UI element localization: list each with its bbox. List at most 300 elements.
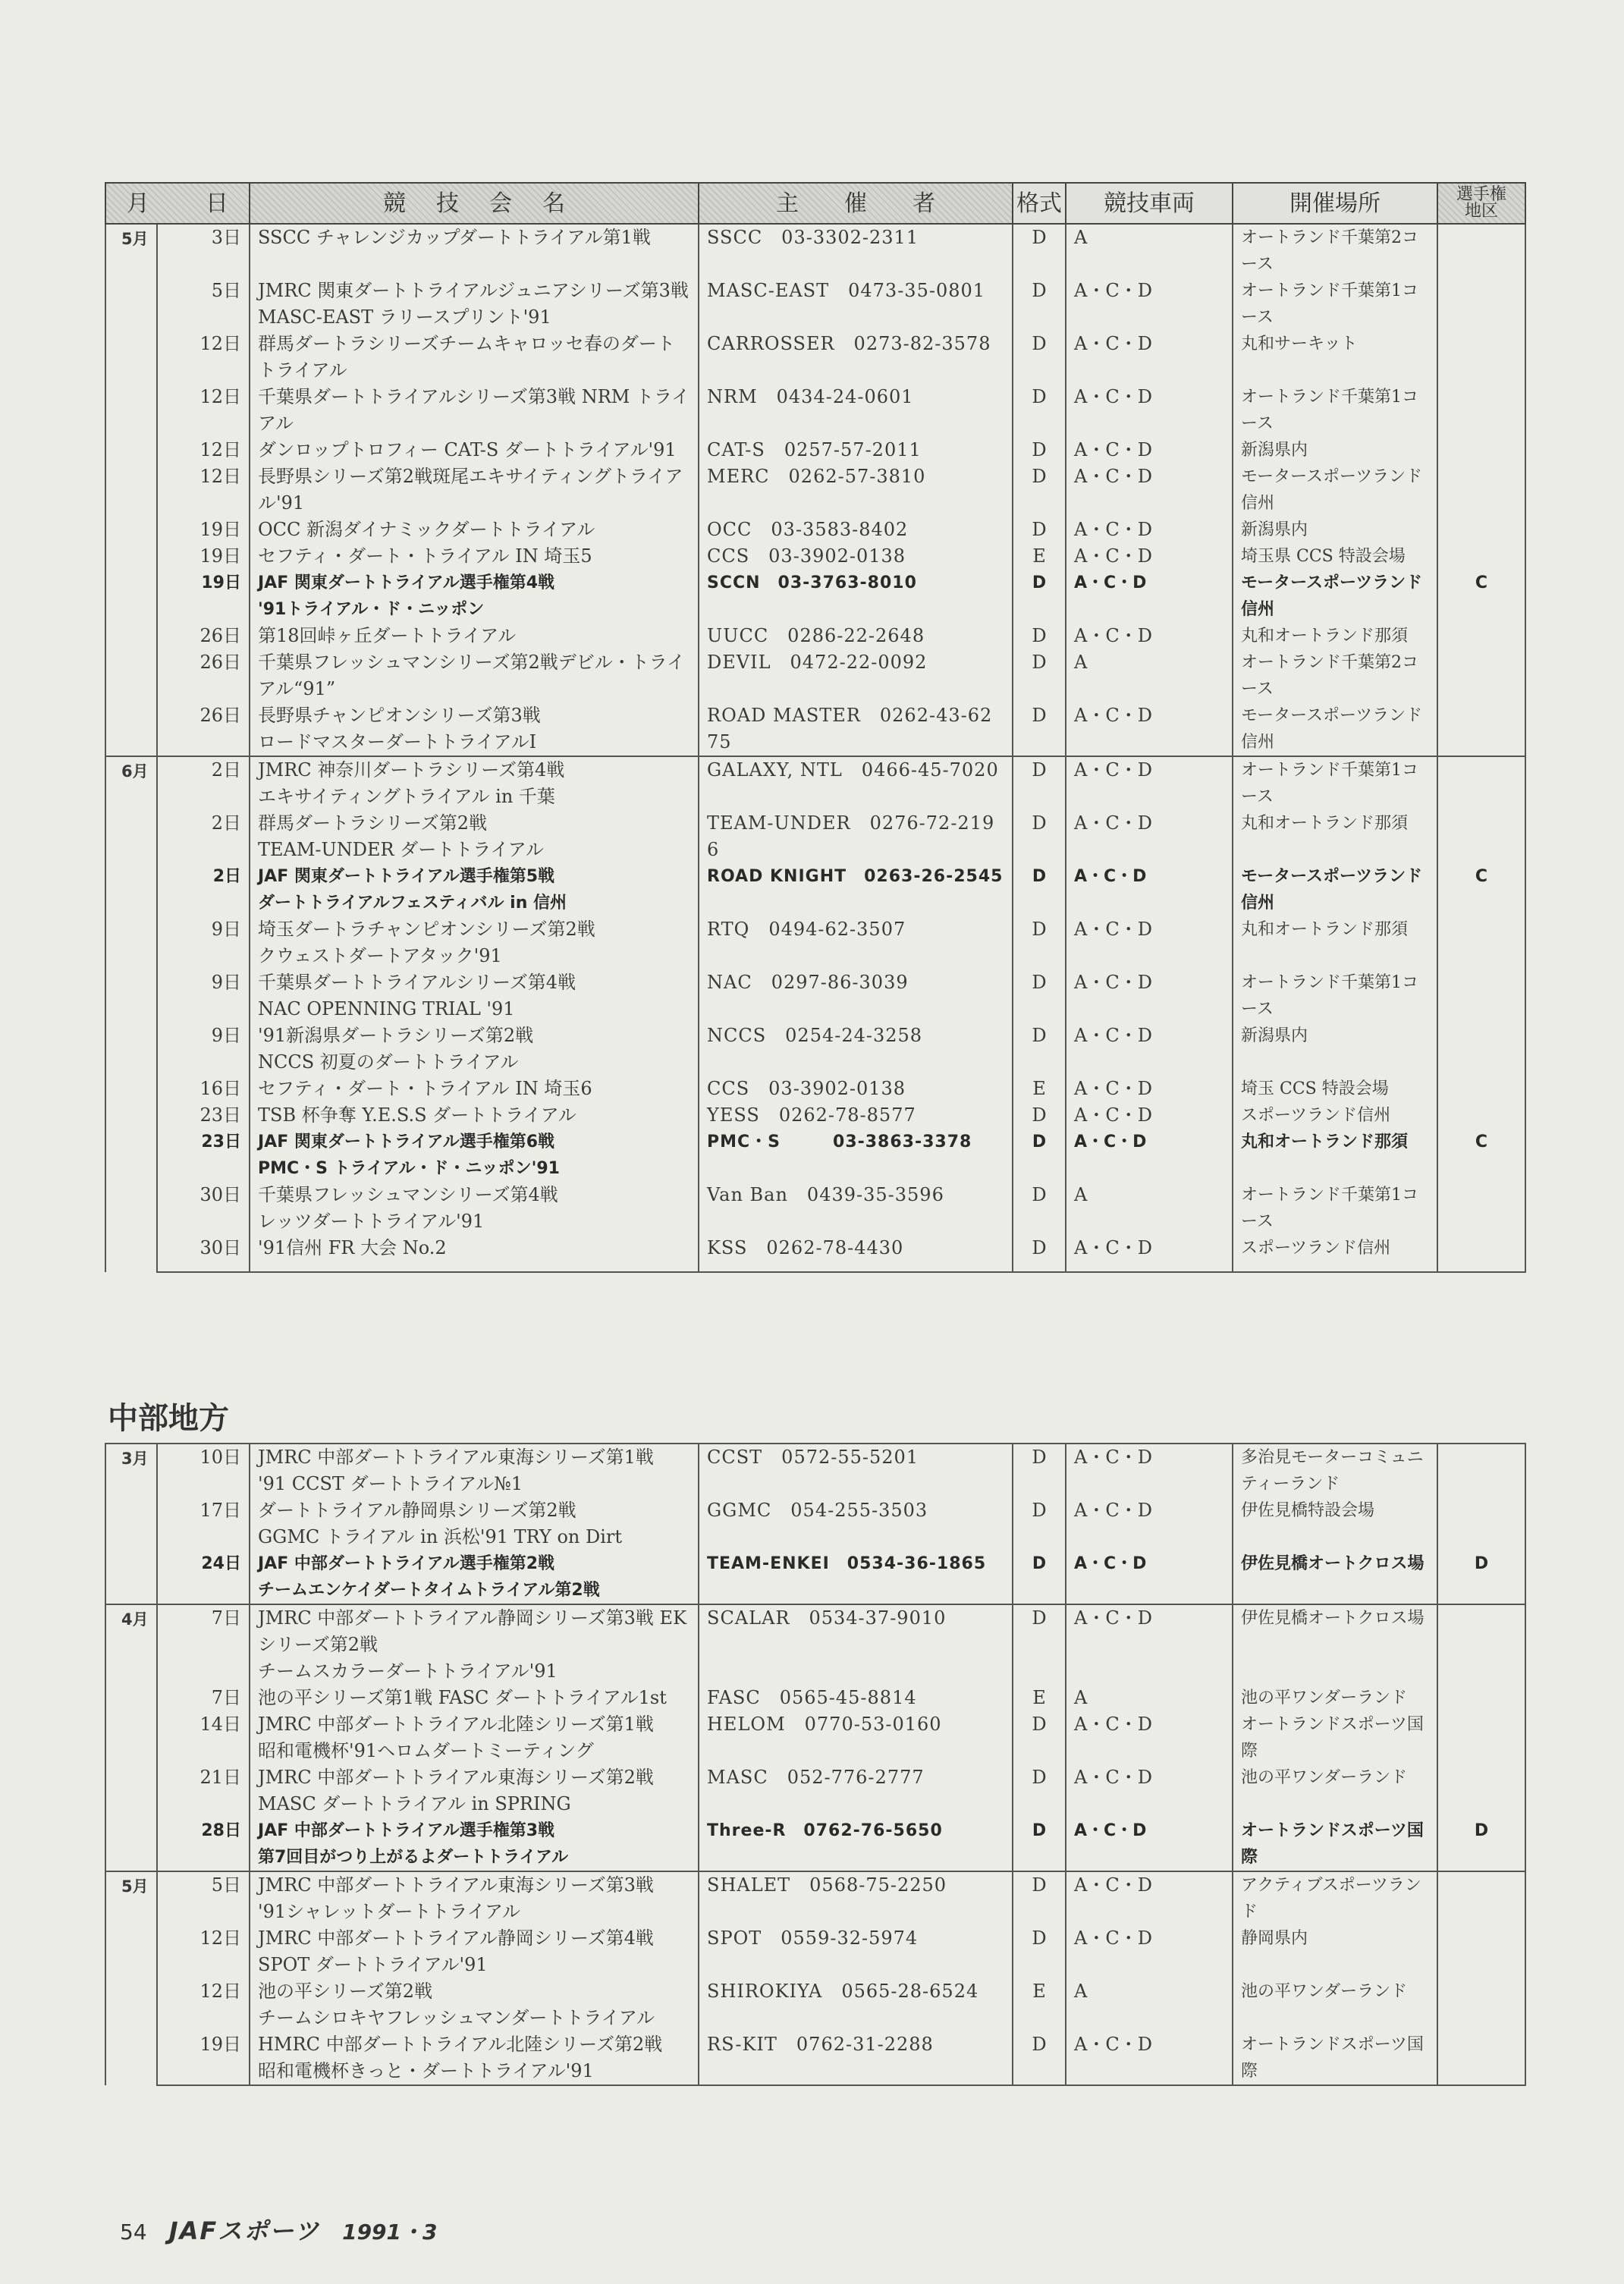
event-name-cell: 千葉県ダートトライアルシリーズ第3戦 NRM トライアル xyxy=(250,384,699,437)
venue-cell: 伊佐見橋特設会場 xyxy=(1233,1497,1437,1550)
organizer-cell: TEAM-UNDER 0276-72-2196 xyxy=(699,810,1013,863)
organizer-cell: TEAM-ENKEI 0534-36-1865 xyxy=(699,1550,1013,1604)
header-organizer: 主催者 xyxy=(699,183,1013,224)
day-cell: 9日 xyxy=(157,916,250,969)
event-name-cell: '91新潟県ダートラシリーズ第2戦 NCCS 初夏のダートトライアル xyxy=(250,1023,699,1076)
day-cell: 16日 xyxy=(157,1076,250,1102)
event-name-cell: 池の平シリーズ第2戦 チームシロキヤフレッシュマンダートトライアル xyxy=(250,1978,699,2031)
table-row xyxy=(105,1497,1525,1550)
month-cell: 6月 xyxy=(105,756,157,1272)
cars-cell: A・C・D xyxy=(1066,1817,1233,1871)
cars-cell: A・C・D xyxy=(1066,1023,1233,1076)
header-event: 競技会名 xyxy=(250,183,699,224)
venue-cell: 池の平ワンダーランド xyxy=(1233,1978,1437,2031)
header-format: 格式 xyxy=(1013,183,1066,224)
event-name-cell: JMRC 中部ダートトライアル静岡シリーズ第4戦 SPOT ダートトライアル'91 xyxy=(250,1925,699,1978)
region-cell xyxy=(1437,1444,1525,1497)
day-cell: 26日 xyxy=(157,649,250,702)
format-cell: D xyxy=(1013,1129,1066,1182)
organizer-cell: Three-R 0762-76-5650 xyxy=(699,1817,1013,1871)
format-cell: D xyxy=(1013,623,1066,649)
format-cell: D xyxy=(1013,463,1066,517)
event-name-cell: JAF 関東ダートトライアル選手権第4戦 '91トライアル・ド・ニッポン xyxy=(250,570,699,623)
table-row xyxy=(105,570,1525,623)
event-name-cell: JMRC 中部ダートトライアル東海シリーズ第2戦 MASC ダートトライアル in SPRING xyxy=(250,1764,699,1817)
day-cell: 26日 xyxy=(157,702,250,756)
organizer-cell: YESS 0262-78-8577 xyxy=(699,1102,1013,1129)
day-cell: 24日 xyxy=(157,1550,250,1604)
table-body-chubu xyxy=(105,1444,1525,2085)
region-cell: C xyxy=(1437,863,1525,916)
organizer-cell: ROAD KNIGHT 0263-26-2545 xyxy=(699,863,1013,916)
region-cell xyxy=(1437,1235,1525,1272)
venue-cell: オートランド千葉第2コース xyxy=(1233,649,1437,702)
organizer-cell: NAC 0297-86-3039 xyxy=(699,969,1013,1023)
event-name-cell: 第18回峠ヶ丘ダートトライアル xyxy=(250,623,699,649)
table-row xyxy=(105,1235,1525,1272)
page-footer xyxy=(120,2212,438,2247)
event-name-cell: TSB 杯争奪 Y.E.S.S ダートトライアル xyxy=(250,1102,699,1129)
table-row xyxy=(105,756,1525,810)
event-name-cell: JAF 中部ダートトライアル選手権第2戦 チームエンケイダートタイムトライアル第2戦 xyxy=(250,1550,699,1604)
header-venue: 開催場所 xyxy=(1233,183,1437,224)
region-cell xyxy=(1437,1497,1525,1550)
region-cell xyxy=(1437,1685,1525,1711)
format-cell: D xyxy=(1013,1871,1066,1925)
format-cell: D xyxy=(1013,1102,1066,1129)
organizer-cell: DEVIL 0472-22-0092 xyxy=(699,649,1013,702)
format-cell: D xyxy=(1013,517,1066,543)
venue-cell: モータースポーツランド信州 xyxy=(1233,702,1437,756)
event-name-cell: JMRC 中部ダートトライアル東海シリーズ第3戦 '91シャレットダートトライアル xyxy=(250,1871,699,1925)
region-cell xyxy=(1437,1023,1525,1076)
region-cell xyxy=(1437,278,1525,331)
day-cell: 19日 xyxy=(157,517,250,543)
table-row xyxy=(105,384,1525,437)
organizer-cell: SHIROKIYA 0565-28-6524 xyxy=(699,1978,1013,2031)
region-cell xyxy=(1437,1604,1525,1685)
format-cell: E xyxy=(1013,1685,1066,1711)
table-row xyxy=(105,1978,1525,2031)
month-cell: 3月 xyxy=(105,1444,157,1604)
table-row xyxy=(105,1871,1525,1925)
region-cell xyxy=(1437,969,1525,1023)
day-cell: 23日 xyxy=(157,1102,250,1129)
format-cell: D xyxy=(1013,331,1066,384)
event-name-cell: 群馬ダートラシリーズ第2戦 TEAM-UNDER ダートトライアル xyxy=(250,810,699,863)
table-row xyxy=(105,810,1525,863)
table-row xyxy=(105,649,1525,702)
day-cell: 12日 xyxy=(157,1978,250,2031)
venue-cell: 新潟県内 xyxy=(1233,1023,1437,1076)
event-name-cell: セフティ・ダート・トライアル IN 埼玉5 xyxy=(250,543,699,570)
organizer-cell: PMC・S 03-3863-3378 xyxy=(699,1129,1013,1182)
format-cell: D xyxy=(1013,1604,1066,1685)
format-cell: D xyxy=(1013,863,1066,916)
organizer-cell: UUCC 0286-22-2648 xyxy=(699,623,1013,649)
venue-cell: オートランド千葉第1コース xyxy=(1233,278,1437,331)
day-cell: 30日 xyxy=(157,1182,250,1235)
event-name-cell: JAF 中部ダートトライアル選手権第3戦 第7回目がつり上がるよダートトライアル xyxy=(250,1817,699,1871)
region-cell xyxy=(1437,623,1525,649)
day-cell: 5日 xyxy=(157,1871,250,1925)
schedule-table-chubu xyxy=(105,1443,1526,2086)
cars-cell: A・C・D xyxy=(1066,543,1233,570)
cars-cell: A・C・D xyxy=(1066,1925,1233,1978)
venue-cell: 丸和オートランド那須 xyxy=(1233,623,1437,649)
table-row xyxy=(105,437,1525,463)
region-cell xyxy=(1437,224,1525,278)
day-cell: 12日 xyxy=(157,437,250,463)
cars-cell: A・C・D xyxy=(1066,916,1233,969)
organizer-cell: CAT-S 0257-57-2011 xyxy=(699,437,1013,463)
region-cell xyxy=(1437,437,1525,463)
region-cell xyxy=(1437,543,1525,570)
day-cell: 7日 xyxy=(157,1685,250,1711)
day-cell: 12日 xyxy=(157,463,250,517)
header-cars: 競技車両 xyxy=(1066,183,1233,224)
event-name-cell: OCC 新潟ダイナミックダートトライアル xyxy=(250,517,699,543)
day-cell: 9日 xyxy=(157,1023,250,1076)
day-cell: 3日 xyxy=(157,224,250,278)
format-cell: D xyxy=(1013,437,1066,463)
venue-cell: オートランド千葉第1コース xyxy=(1233,384,1437,437)
format-cell: D xyxy=(1013,278,1066,331)
venue-cell: 静岡県内 xyxy=(1233,1925,1437,1978)
organizer-cell: RS-KIT 0762-31-2288 xyxy=(699,2031,1013,2085)
venue-cell: オートランド千葉第1コース xyxy=(1233,1182,1437,1235)
organizer-cell: MASC 052-776-2777 xyxy=(699,1764,1013,1817)
organizer-cell: CARROSSER 0273-82-3578 xyxy=(699,331,1013,384)
day-cell: 28日 xyxy=(157,1817,250,1871)
cars-cell: A・C・D xyxy=(1066,463,1233,517)
format-cell: D xyxy=(1013,1497,1066,1550)
table-row xyxy=(105,2031,1525,2085)
event-name-cell: SSCC チャレンジカップダートトライアル第1戦 xyxy=(250,224,699,278)
table-row xyxy=(105,224,1525,278)
table-row xyxy=(105,916,1525,969)
venue-cell: 埼玉 CCS 特設会場 xyxy=(1233,1076,1437,1102)
venue-cell: オートランド千葉第1コース xyxy=(1233,969,1437,1023)
region-cell xyxy=(1437,384,1525,437)
page-number: 54 xyxy=(120,2220,147,2245)
table-row xyxy=(105,463,1525,517)
region-cell: C xyxy=(1437,1129,1525,1182)
format-cell: D xyxy=(1013,756,1066,810)
format-cell: E xyxy=(1013,1076,1066,1102)
table-row xyxy=(105,1604,1525,1685)
day-cell: 19日 xyxy=(157,2031,250,2085)
region-cell xyxy=(1437,756,1525,810)
event-name-cell: JAF 関東ダートトライアル選手権第6戦 PMC・S トライアル・ド・ニッポン'91 xyxy=(250,1129,699,1182)
format-cell: D xyxy=(1013,916,1066,969)
format-cell: D xyxy=(1013,2031,1066,2085)
format-cell: D xyxy=(1013,384,1066,437)
table-row xyxy=(105,278,1525,331)
cars-cell: A・C・D xyxy=(1066,1604,1233,1685)
organizer-cell: NCCS 0254-24-3258 xyxy=(699,1023,1013,1076)
venue-cell: 池の平ワンダーランド xyxy=(1233,1685,1437,1711)
cars-cell: A xyxy=(1066,1182,1233,1235)
venue-cell: 池の平ワンダーランド xyxy=(1233,1764,1437,1817)
table-row xyxy=(105,969,1525,1023)
event-name-cell: JMRC 中部ダートトライアル静岡シリーズ第3戦 EK シリーズ第2戦 チームスカラーダートトライアル'91 xyxy=(250,1604,699,1685)
format-cell: D xyxy=(1013,224,1066,278)
organizer-cell: RTQ 0494-62-3507 xyxy=(699,916,1013,969)
cars-cell: A xyxy=(1066,1685,1233,1711)
organizer-cell: MASC-EAST 0473-35-0801 xyxy=(699,278,1013,331)
venue-cell: 丸和サーキット xyxy=(1233,331,1437,384)
table-body-kanto xyxy=(105,224,1525,1272)
region-cell xyxy=(1437,1711,1525,1764)
format-cell: E xyxy=(1013,543,1066,570)
organizer-cell: GALAXY, NTL 0466-45-7020 xyxy=(699,756,1013,810)
event-name-cell: JAF 関東ダートトライアル選手権第5戦 ダートトライアルフェスティバル in 信州 xyxy=(250,863,699,916)
organizer-cell: OCC 03-3583-8402 xyxy=(699,517,1013,543)
day-cell: 12日 xyxy=(157,331,250,384)
cars-cell: A・C・D xyxy=(1066,1129,1233,1182)
venue-cell: モータースポーツランド信州 xyxy=(1233,463,1437,517)
cars-cell: A・C・D xyxy=(1066,517,1233,543)
organizer-cell: GGMC 054-255-3503 xyxy=(699,1497,1013,1550)
region-cell xyxy=(1437,1978,1525,2031)
day-cell: 2日 xyxy=(157,756,250,810)
event-name-cell: 埼玉ダートラチャンピオンシリーズ第2戦 クウェストダートアタック'91 xyxy=(250,916,699,969)
region-cell xyxy=(1437,517,1525,543)
format-cell: D xyxy=(1013,969,1066,1023)
organizer-cell: KSS 0262-78-4430 xyxy=(699,1235,1013,1272)
event-name-cell: '91信州 FR 大会 No.2 xyxy=(250,1235,699,1272)
venue-cell: 丸和オートランド那須 xyxy=(1233,810,1437,863)
day-cell: 10日 xyxy=(157,1444,250,1497)
cars-cell: A xyxy=(1066,1978,1233,2031)
venue-cell: オートランド千葉第1コース xyxy=(1233,756,1437,810)
magazine-logo: JAFスポーツ xyxy=(168,2216,320,2245)
format-cell: D xyxy=(1013,1182,1066,1235)
table-row xyxy=(105,1764,1525,1817)
day-cell: 9日 xyxy=(157,969,250,1023)
issue-date: 1991・3 xyxy=(342,2220,438,2245)
venue-cell: オートランド千葉第2コース xyxy=(1233,224,1437,278)
cars-cell: A・C・D xyxy=(1066,2031,1233,2085)
organizer-cell: CCS 03-3902-0138 xyxy=(699,1076,1013,1102)
format-cell: D xyxy=(1013,1235,1066,1272)
venue-cell: オートランドスポーツ国際 xyxy=(1233,2031,1437,2085)
event-name-cell: ダンロップトロフィー CAT-S ダートトライアル'91 xyxy=(250,437,699,463)
table-row xyxy=(105,543,1525,570)
organizer-cell: SPOT 0559-32-5974 xyxy=(699,1925,1013,1978)
cars-cell: A・C・D xyxy=(1066,756,1233,810)
header-region: 選手権 地区 xyxy=(1437,183,1525,224)
event-name-cell: 千葉県フレッシュマンシリーズ第4戦 レッツダートトライアル'91 xyxy=(250,1182,699,1235)
region-cell xyxy=(1437,463,1525,517)
table-row xyxy=(105,623,1525,649)
organizer-cell: SHALET 0568-75-2250 xyxy=(699,1871,1013,1925)
region-cell: C xyxy=(1437,570,1525,623)
day-cell: 14日 xyxy=(157,1711,250,1764)
venue-cell: オートランドスポーツ国際 xyxy=(1233,1817,1437,1871)
venue-cell: モータースポーツランド信州 xyxy=(1233,570,1437,623)
organizer-cell: FASC 0565-45-8814 xyxy=(699,1685,1013,1711)
cars-cell: A・C・D xyxy=(1066,384,1233,437)
organizer-cell: CCS 03-3902-0138 xyxy=(699,543,1013,570)
event-name-cell: 長野県シリーズ第2戦斑尾エキサイティングトライアル'91 xyxy=(250,463,699,517)
table-header-row xyxy=(105,183,1525,224)
region-cell xyxy=(1437,702,1525,756)
header-date: 月 日 xyxy=(105,183,250,224)
event-name-cell: HMRC 中部ダートトライアル北陸シリーズ第2戦 昭和電機杯きっと・ダートトライアル'91 xyxy=(250,2031,699,2085)
format-cell: D xyxy=(1013,649,1066,702)
month-cell: 5月 xyxy=(105,224,157,756)
schedule-table-kanto xyxy=(105,182,1526,1273)
cars-cell: A・C・D xyxy=(1066,969,1233,1023)
table-row xyxy=(105,1102,1525,1129)
region-cell xyxy=(1437,649,1525,702)
region-cell xyxy=(1437,1076,1525,1102)
event-name-cell: 千葉県ダートトライアルシリーズ第4戦 NAC OPENNING TRIAL '91 xyxy=(250,969,699,1023)
format-cell: D xyxy=(1013,1925,1066,1978)
day-cell: 23日 xyxy=(157,1129,250,1182)
format-cell: D xyxy=(1013,570,1066,623)
cars-cell: A・C・D xyxy=(1066,1550,1233,1604)
cars-cell: A xyxy=(1066,649,1233,702)
region-cell xyxy=(1437,1925,1525,1978)
venue-cell: 丸和オートランド那須 xyxy=(1233,916,1437,969)
day-cell: 12日 xyxy=(157,1925,250,1978)
region-cell: D xyxy=(1437,1550,1525,1604)
table-row xyxy=(105,1817,1525,1871)
cars-cell: A・C・D xyxy=(1066,810,1233,863)
region-cell xyxy=(1437,916,1525,969)
venue-cell: 伊佐見橋オートクロス場 xyxy=(1233,1550,1437,1604)
day-cell: 7日 xyxy=(157,1604,250,1685)
day-cell: 26日 xyxy=(157,623,250,649)
table-row xyxy=(105,702,1525,756)
event-name-cell: 群馬ダートラシリーズチームキャロッセ春のダートトライアル xyxy=(250,331,699,384)
table-row xyxy=(105,331,1525,384)
venue-cell: オートランドスポーツ国際 xyxy=(1233,1711,1437,1764)
organizer-cell: ROAD MASTER 0262-43-6275 xyxy=(699,702,1013,756)
table-row xyxy=(105,1925,1525,1978)
event-name-cell: セフティ・ダート・トライアル IN 埼玉6 xyxy=(250,1076,699,1102)
venue-cell: 伊佐見橋オートクロス場 xyxy=(1233,1604,1437,1685)
region-cell xyxy=(1437,1871,1525,1925)
event-name-cell: 千葉県フレッシュマンシリーズ第2戦デビル・トライアル“91” xyxy=(250,649,699,702)
event-name-cell: JMRC 関東ダートトライアルジュニアシリーズ第3戦 MASC-EAST ラリースプリント'91 xyxy=(250,278,699,331)
table-row xyxy=(105,1685,1525,1711)
day-cell: 5日 xyxy=(157,278,250,331)
cars-cell: A xyxy=(1066,224,1233,278)
table-row xyxy=(105,1711,1525,1764)
event-name-cell: 長野県チャンピオンシリーズ第3戦 ロードマスターダートトライアルⅠ xyxy=(250,702,699,756)
event-name-cell: JMRC 神奈川ダートラシリーズ第4戦 エキサイティングトライアル in 千葉 xyxy=(250,756,699,810)
day-cell: 2日 xyxy=(157,863,250,916)
region-cell xyxy=(1437,1102,1525,1129)
region-cell xyxy=(1437,2031,1525,2085)
venue-cell: アクティブスポーツランド xyxy=(1233,1871,1437,1925)
cars-cell: A・C・D xyxy=(1066,1102,1233,1129)
day-cell: 19日 xyxy=(157,543,250,570)
venue-cell: 新潟県内 xyxy=(1233,517,1437,543)
region-cell xyxy=(1437,810,1525,863)
table-row xyxy=(105,863,1525,916)
region-title: 中部地方 xyxy=(108,1401,229,1436)
region-cell: D xyxy=(1437,1817,1525,1871)
venue-cell: 丸和オートランド那須 xyxy=(1233,1129,1437,1182)
cars-cell: A・C・D xyxy=(1066,331,1233,384)
organizer-cell: MERC 0262-57-3810 xyxy=(699,463,1013,517)
format-cell: D xyxy=(1013,1817,1066,1871)
organizer-cell: Van Ban 0439-35-3596 xyxy=(699,1182,1013,1235)
format-cell: D xyxy=(1013,1764,1066,1817)
day-cell: 2日 xyxy=(157,810,250,863)
event-name-cell: JMRC 中部ダートトライアル東海シリーズ第1戦 '91 CCST ダートトライアル№1 xyxy=(250,1444,699,1497)
venue-cell: スポーツランド信州 xyxy=(1233,1235,1437,1272)
cars-cell: A・C・D xyxy=(1066,863,1233,916)
cars-cell: A・C・D xyxy=(1066,570,1233,623)
organizer-cell: SSCC 03-3302-2311 xyxy=(699,224,1013,278)
venue-cell: モータースポーツランド信州 xyxy=(1233,863,1437,916)
table-row xyxy=(105,1550,1525,1604)
cars-cell: A・C・D xyxy=(1066,278,1233,331)
format-cell: D xyxy=(1013,1550,1066,1604)
cars-cell: A・C・D xyxy=(1066,623,1233,649)
day-cell: 12日 xyxy=(157,384,250,437)
venue-cell: 多治見モーターコミュニティーランド xyxy=(1233,1444,1437,1497)
format-cell: D xyxy=(1013,1444,1066,1497)
table-row xyxy=(105,517,1525,543)
format-cell: D xyxy=(1013,1711,1066,1764)
day-cell: 30日 xyxy=(157,1235,250,1272)
cars-cell: A・C・D xyxy=(1066,437,1233,463)
organizer-cell: CCST 0572-55-5201 xyxy=(699,1444,1013,1497)
day-cell: 21日 xyxy=(157,1764,250,1817)
organizer-cell: HELOM 0770-53-0160 xyxy=(699,1711,1013,1764)
region-cell xyxy=(1437,331,1525,384)
month-cell: 4月 xyxy=(105,1604,157,1871)
table-row xyxy=(105,1076,1525,1102)
cars-cell: A・C・D xyxy=(1066,1711,1233,1764)
format-cell: D xyxy=(1013,810,1066,863)
day-cell: 17日 xyxy=(157,1497,250,1550)
venue-cell: 埼玉県 CCS 特設会場 xyxy=(1233,543,1437,570)
region-cell xyxy=(1437,1182,1525,1235)
cars-cell: A・C・D xyxy=(1066,1764,1233,1817)
cars-cell: A・C・D xyxy=(1066,702,1233,756)
venue-cell: スポーツランド信州 xyxy=(1233,1102,1437,1129)
region-cell xyxy=(1437,1764,1525,1817)
cars-cell: A・C・D xyxy=(1066,1235,1233,1272)
cars-cell: A・C・D xyxy=(1066,1076,1233,1102)
event-name-cell: ダートトライアル静岡県シリーズ第2戦 GGMC トライアル in 浜松'91 TRY on Dirt xyxy=(250,1497,699,1550)
organizer-cell: SCALAR 0534-37-9010 xyxy=(699,1604,1013,1685)
cars-cell: A・C・D xyxy=(1066,1444,1233,1497)
table-row xyxy=(105,1023,1525,1076)
format-cell: D xyxy=(1013,702,1066,756)
cars-cell: A・C・D xyxy=(1066,1871,1233,1925)
organizer-cell: SCCN 03-3763-8010 xyxy=(699,570,1013,623)
format-cell: E xyxy=(1013,1978,1066,2031)
venue-cell: 新潟県内 xyxy=(1233,437,1437,463)
table-row xyxy=(105,1444,1525,1497)
event-name-cell: JMRC 中部ダートトライアル北陸シリーズ第1戦 昭和電機杯'91ヘロムダートミーティング xyxy=(250,1711,699,1764)
table-row xyxy=(105,1129,1525,1182)
organizer-cell: NRM 0434-24-0601 xyxy=(699,384,1013,437)
format-cell: D xyxy=(1013,1023,1066,1076)
day-cell: 19日 xyxy=(157,570,250,623)
month-cell: 5月 xyxy=(105,1871,157,2085)
table-row xyxy=(105,1182,1525,1235)
